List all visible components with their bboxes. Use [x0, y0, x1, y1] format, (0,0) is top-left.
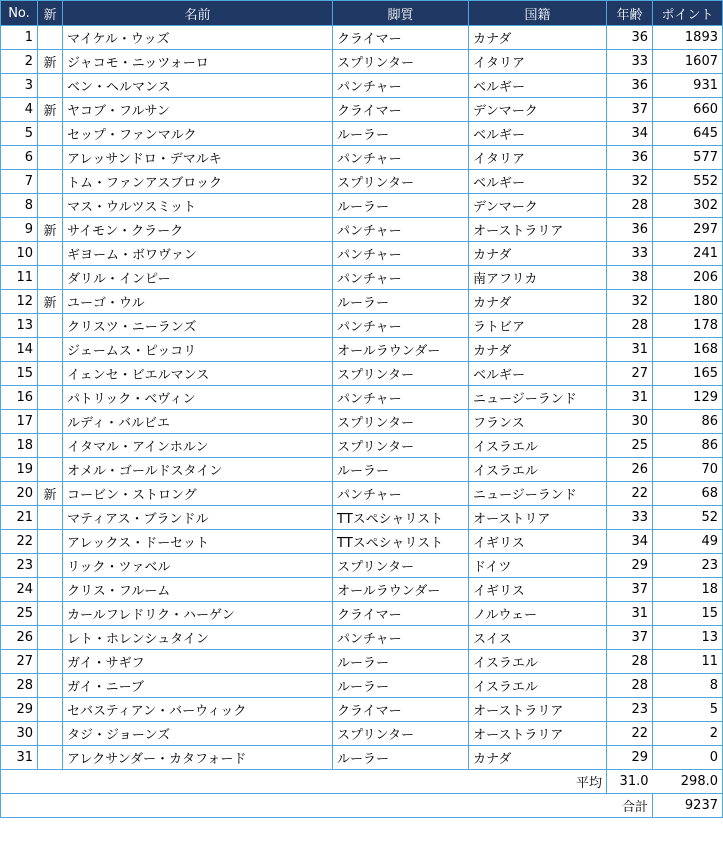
row-country: オーストラリア [469, 722, 607, 746]
row-name: ダリル・インピー [63, 266, 333, 290]
row-new-badge [38, 74, 63, 98]
row-type: オールラウンダー [333, 578, 469, 602]
row-type: パンチャー [333, 74, 469, 98]
row-name: アレッサンドロ・デマルキ [63, 146, 333, 170]
row-points: 70 [653, 458, 723, 482]
row-country: イスラエル [469, 458, 607, 482]
row-no: 9 [1, 218, 38, 242]
row-age: 27 [607, 362, 653, 386]
row-type: パンチャー [333, 386, 469, 410]
header-points: ポイント [653, 1, 723, 26]
row-name: ガイ・サギフ [63, 650, 333, 674]
row-type: スプリンター [333, 170, 469, 194]
row-points: 302 [653, 194, 723, 218]
row-name: コービン・ストロング [63, 482, 333, 506]
header-type: 脚質 [333, 1, 469, 26]
row-points: 18 [653, 578, 723, 602]
row-points: 931 [653, 74, 723, 98]
table-row [1, 290, 723, 314]
row-new-badge [38, 698, 63, 722]
row-age: 32 [607, 290, 653, 314]
row-country: デンマーク [469, 98, 607, 122]
row-type: スプリンター [333, 410, 469, 434]
row-age: 22 [607, 482, 653, 506]
row-type: スプリンター [333, 434, 469, 458]
row-no: 21 [1, 506, 38, 530]
row-age: 33 [607, 50, 653, 74]
row-new-badge [38, 434, 63, 458]
row-country: イタリア [469, 146, 607, 170]
row-type: パンチャー [333, 314, 469, 338]
row-country: ノルウェー [469, 602, 607, 626]
table-row [1, 650, 723, 674]
row-type: パンチャー [333, 146, 469, 170]
row-points: 49 [653, 530, 723, 554]
row-no: 17 [1, 410, 38, 434]
table-row [1, 410, 723, 434]
row-type: ルーラー [333, 290, 469, 314]
row-points: 13 [653, 626, 723, 650]
row-no: 27 [1, 650, 38, 674]
row-country: ラトビア [469, 314, 607, 338]
row-points: 660 [653, 98, 723, 122]
row-name: イタマル・アインホルン [63, 434, 333, 458]
row-country: ニュージーランド [469, 386, 607, 410]
row-age: 22 [607, 722, 653, 746]
row-age: 31 [607, 386, 653, 410]
row-name: セップ・ファンマルク [63, 122, 333, 146]
row-type: クライマー [333, 98, 469, 122]
row-name: セバスティアン・バーウィック [63, 698, 333, 722]
row-age: 36 [607, 26, 653, 50]
row-new-badge [38, 530, 63, 554]
row-no: 13 [1, 314, 38, 338]
row-name: イェンセ・ビエルマンス [63, 362, 333, 386]
row-age: 28 [607, 194, 653, 218]
row-name: オメル・ゴールドスタイン [63, 458, 333, 482]
row-new-badge [38, 410, 63, 434]
row-type: クライマー [333, 602, 469, 626]
row-age: 28 [607, 674, 653, 698]
row-new-badge [38, 122, 63, 146]
row-type: パンチャー [333, 266, 469, 290]
row-new-badge [38, 602, 63, 626]
row-new-badge [38, 266, 63, 290]
row-type: パンチャー [333, 626, 469, 650]
row-points: 1893 [653, 26, 723, 50]
table-row [1, 626, 723, 650]
row-points: 0 [653, 746, 723, 770]
row-no: 10 [1, 242, 38, 266]
row-age: 33 [607, 242, 653, 266]
row-name: リック・ツァベル [63, 554, 333, 578]
table-row [1, 242, 723, 266]
average-label: 平均 [469, 770, 607, 794]
row-points: 645 [653, 122, 723, 146]
row-country: 南アフリカ [469, 266, 607, 290]
row-name: アレクサンダー・カタフォード [63, 746, 333, 770]
table-row [1, 506, 723, 530]
row-age: 28 [607, 650, 653, 674]
row-age: 25 [607, 434, 653, 458]
row-new-badge [38, 578, 63, 602]
row-type: スプリンター [333, 362, 469, 386]
row-no: 1 [1, 26, 38, 50]
total-label: 合計 [469, 794, 653, 818]
row-name: ベン・ヘルマンス [63, 74, 333, 98]
row-type: オールラウンダー [333, 338, 469, 362]
row-new-badge [38, 746, 63, 770]
row-no: 14 [1, 338, 38, 362]
row-points: 165 [653, 362, 723, 386]
row-country: イギリス [469, 530, 607, 554]
row-type: パンチャー [333, 482, 469, 506]
row-no: 12 [1, 290, 38, 314]
row-points: 52 [653, 506, 723, 530]
row-no: 15 [1, 362, 38, 386]
row-name: ユーゴ・ウル [63, 290, 333, 314]
row-age: 32 [607, 170, 653, 194]
row-country: イスラエル [469, 434, 607, 458]
row-age: 37 [607, 98, 653, 122]
total-row [1, 794, 723, 818]
row-name: トム・ファンアスブロック [63, 170, 333, 194]
row-name: ルディ・バルビエ [63, 410, 333, 434]
table-row [1, 98, 723, 122]
row-points: 206 [653, 266, 723, 290]
row-no: 20 [1, 482, 38, 506]
row-name: カールフレドリク・ハーゲン [63, 602, 333, 626]
row-no: 28 [1, 674, 38, 698]
row-name: レト・ホレンシュタイン [63, 626, 333, 650]
row-new-badge [38, 506, 63, 530]
table-row [1, 578, 723, 602]
table-row [1, 194, 723, 218]
row-name: ジャコモ・ニッツォーロ [63, 50, 333, 74]
row-points: 5 [653, 698, 723, 722]
row-age: 36 [607, 218, 653, 242]
table-row [1, 722, 723, 746]
table-row [1, 314, 723, 338]
row-age: 26 [607, 458, 653, 482]
row-type: クライマー [333, 26, 469, 50]
row-no: 25 [1, 602, 38, 626]
row-points: 2 [653, 722, 723, 746]
row-country: カナダ [469, 290, 607, 314]
total-points: 9237 [653, 794, 723, 818]
row-age: 33 [607, 506, 653, 530]
row-new-badge [38, 146, 63, 170]
row-type: ルーラー [333, 194, 469, 218]
table-row [1, 458, 723, 482]
row-age: 29 [607, 746, 653, 770]
row-name: マティアス・ブランドル [63, 506, 333, 530]
row-name: サイモン・クラーク [63, 218, 333, 242]
row-no: 31 [1, 746, 38, 770]
table-row [1, 698, 723, 722]
row-country: ベルギー [469, 362, 607, 386]
row-new-badge [38, 458, 63, 482]
row-name: マス・ウルツスミット [63, 194, 333, 218]
row-type: スプリンター [333, 50, 469, 74]
row-new-badge [38, 722, 63, 746]
table-row [1, 170, 723, 194]
table-row [1, 338, 723, 362]
table-row [1, 746, 723, 770]
row-name: ギヨーム・ボワヴァン [63, 242, 333, 266]
row-age: 23 [607, 698, 653, 722]
row-points: 577 [653, 146, 723, 170]
row-name: アレックス・ドーセット [63, 530, 333, 554]
table-row [1, 602, 723, 626]
row-new-badge: 新 [38, 218, 63, 242]
row-type: ルーラー [333, 650, 469, 674]
row-country: イタリア [469, 50, 607, 74]
row-points: 15 [653, 602, 723, 626]
row-country: オーストリア [469, 506, 607, 530]
row-type: TTスペシャリスト [333, 530, 469, 554]
row-age: 29 [607, 554, 653, 578]
row-name: マイケル・ウッズ [63, 26, 333, 50]
row-no: 4 [1, 98, 38, 122]
row-no: 3 [1, 74, 38, 98]
row-no: 11 [1, 266, 38, 290]
row-new-badge [38, 194, 63, 218]
row-new-badge [38, 26, 63, 50]
row-no: 5 [1, 122, 38, 146]
row-points: 23 [653, 554, 723, 578]
row-age: 37 [607, 578, 653, 602]
row-name: タジ・ジョーンズ [63, 722, 333, 746]
row-new-badge [38, 242, 63, 266]
row-new-badge [38, 626, 63, 650]
row-type: スプリンター [333, 722, 469, 746]
row-country: イスラエル [469, 674, 607, 698]
row-age: 36 [607, 146, 653, 170]
row-new-badge [38, 674, 63, 698]
row-no: 7 [1, 170, 38, 194]
header-new: 新 [38, 1, 63, 26]
row-country: イギリス [469, 578, 607, 602]
row-points: 178 [653, 314, 723, 338]
header-age: 年齢 [607, 1, 653, 26]
row-country: カナダ [469, 26, 607, 50]
row-no: 19 [1, 458, 38, 482]
row-country: カナダ [469, 242, 607, 266]
row-new-badge [38, 554, 63, 578]
row-points: 129 [653, 386, 723, 410]
table-row [1, 674, 723, 698]
row-type: パンチャー [333, 242, 469, 266]
row-age: 34 [607, 122, 653, 146]
row-type: ルーラー [333, 458, 469, 482]
row-no: 2 [1, 50, 38, 74]
header-row [1, 1, 723, 26]
table-row [1, 386, 723, 410]
row-name: ヤコブ・フルサン [63, 98, 333, 122]
average-points: 298.0 [653, 770, 723, 794]
row-country: カナダ [469, 338, 607, 362]
table-row [1, 74, 723, 98]
table-row [1, 26, 723, 50]
row-type: TTスペシャリスト [333, 506, 469, 530]
row-country: フランス [469, 410, 607, 434]
row-no: 16 [1, 386, 38, 410]
table-row [1, 122, 723, 146]
row-country: ニュージーランド [469, 482, 607, 506]
row-age: 30 [607, 410, 653, 434]
row-country: イスラエル [469, 650, 607, 674]
table-row [1, 362, 723, 386]
row-points: 180 [653, 290, 723, 314]
table-row [1, 530, 723, 554]
row-age: 38 [607, 266, 653, 290]
row-country: ドイツ [469, 554, 607, 578]
header-country: 国籍 [469, 1, 607, 26]
row-new-badge [38, 386, 63, 410]
table-row [1, 50, 723, 74]
row-points: 11 [653, 650, 723, 674]
row-name: パトリック・ベヴィン [63, 386, 333, 410]
table-row [1, 218, 723, 242]
row-no: 24 [1, 578, 38, 602]
row-country: スイス [469, 626, 607, 650]
table-row [1, 146, 723, 170]
row-points: 168 [653, 338, 723, 362]
row-new-badge [38, 314, 63, 338]
row-name: ガイ・ニーブ [63, 674, 333, 698]
row-country: ベルギー [469, 74, 607, 98]
row-country: カナダ [469, 746, 607, 770]
average-age: 31.0 [607, 770, 653, 794]
table-row [1, 266, 723, 290]
row-type: ルーラー [333, 122, 469, 146]
row-points: 1607 [653, 50, 723, 74]
row-no: 29 [1, 698, 38, 722]
row-new-badge: 新 [38, 482, 63, 506]
row-points: 552 [653, 170, 723, 194]
row-new-badge: 新 [38, 50, 63, 74]
row-new-badge [38, 170, 63, 194]
row-no: 30 [1, 722, 38, 746]
row-points: 86 [653, 434, 723, 458]
row-no: 23 [1, 554, 38, 578]
header-name: 名前 [63, 1, 333, 26]
row-no: 22 [1, 530, 38, 554]
table-row [1, 554, 723, 578]
table-row [1, 434, 723, 458]
row-name: ジェームス・ピッコリ [63, 338, 333, 362]
header-no: No. [1, 1, 38, 26]
row-type: ルーラー [333, 674, 469, 698]
row-type: クライマー [333, 698, 469, 722]
row-type: ルーラー [333, 746, 469, 770]
row-points: 297 [653, 218, 723, 242]
row-age: 31 [607, 602, 653, 626]
row-new-badge [38, 338, 63, 362]
row-no: 6 [1, 146, 38, 170]
row-no: 18 [1, 434, 38, 458]
row-country: デンマーク [469, 194, 607, 218]
row-type: スプリンター [333, 554, 469, 578]
row-age: 37 [607, 626, 653, 650]
row-age: 31 [607, 338, 653, 362]
row-country: ベルギー [469, 122, 607, 146]
row-country: オーストラリア [469, 218, 607, 242]
row-points: 68 [653, 482, 723, 506]
row-age: 28 [607, 314, 653, 338]
row-type: パンチャー [333, 218, 469, 242]
table-body [1, 26, 723, 770]
row-points: 241 [653, 242, 723, 266]
row-age: 34 [607, 530, 653, 554]
row-new-badge [38, 650, 63, 674]
row-no: 26 [1, 626, 38, 650]
row-new-badge [38, 362, 63, 386]
row-name: クリスツ・ニーランズ [63, 314, 333, 338]
row-country: オーストラリア [469, 698, 607, 722]
row-new-badge: 新 [38, 98, 63, 122]
row-new-badge: 新 [38, 290, 63, 314]
row-points: 8 [653, 674, 723, 698]
row-no: 8 [1, 194, 38, 218]
row-name: クリス・フルーム [63, 578, 333, 602]
row-country: ベルギー [469, 170, 607, 194]
average-row [1, 770, 723, 794]
row-points: 86 [653, 410, 723, 434]
table-row [1, 482, 723, 506]
row-age: 36 [607, 74, 653, 98]
